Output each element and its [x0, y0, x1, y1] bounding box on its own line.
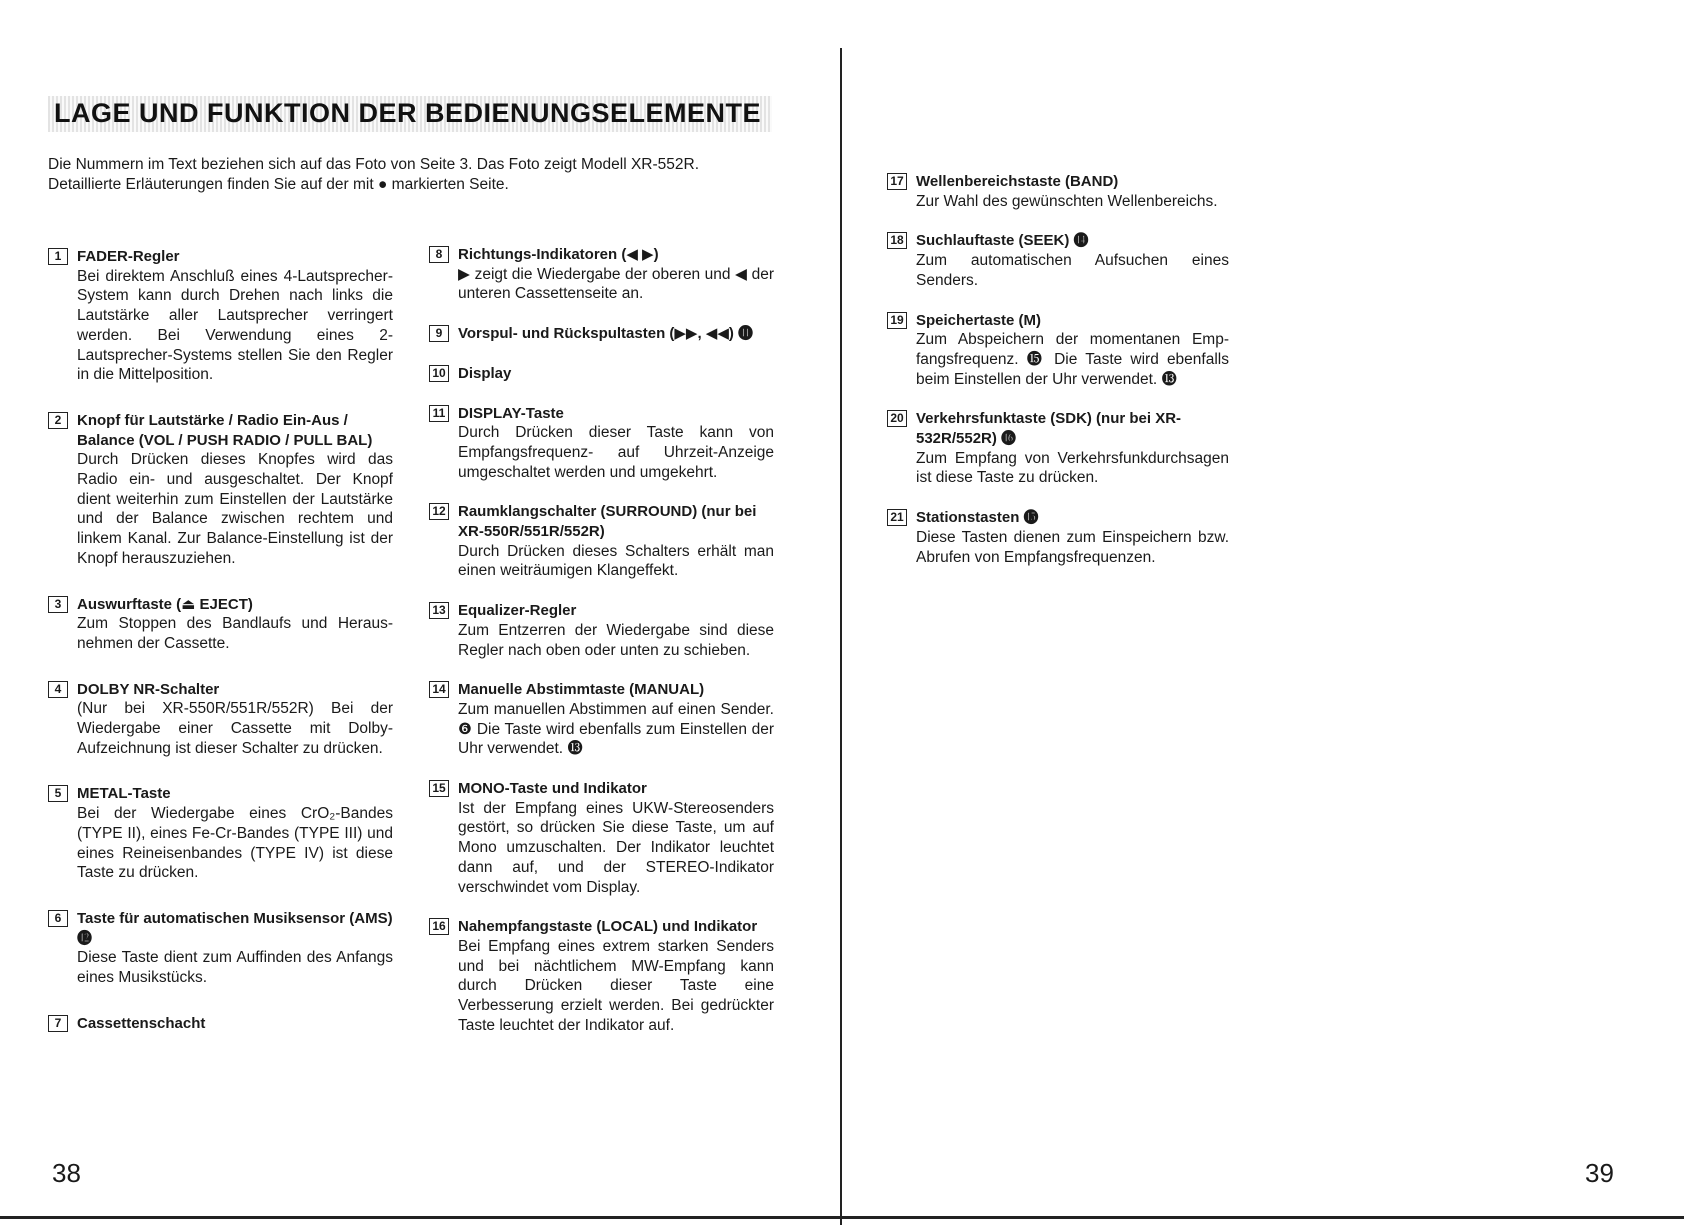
item-heading: Richtungs-Indikatoren (◀ ▶) — [458, 246, 659, 263]
control-item-13 — [429, 601, 774, 660]
control-item-2 — [48, 411, 393, 569]
column-1 — [48, 247, 393, 1034]
item-description: Bei Empfang eines extrem starken Senders und bei nächtlichem MW-Empfang kann durch Drücken dieser Taste eine Verbesserung erzielt werden. Bei gedrückter Taste leuchtet der Indikator auf. — [458, 937, 774, 1034]
control-item-16 — [429, 917, 774, 1035]
item-heading: FADER-Regler — [77, 248, 180, 265]
item-number: 10 — [429, 365, 449, 382]
item-heading: METAL-Taste — [77, 785, 171, 803]
column-2 — [429, 245, 774, 1056]
item-description: Durch Drücken dieses Schalters erhält man einen weiträumigen Klangeffekt. — [458, 542, 774, 580]
item-description: ▶ zeigt die Wiedergabe der oberen und ◀ der unteren Cassettenseite an. — [458, 265, 774, 303]
control-item-3 — [48, 595, 393, 654]
item-number: 19 — [887, 312, 907, 329]
item-description: Diese Tasten dienen zum Einspeichern bzw. Abrufen von Empfangsfrequenzen. — [916, 528, 1229, 566]
page-title: LAGE UND FUNKTION DER BEDIENUNGSELEMENTE — [54, 98, 762, 128]
item-heading: Equalizer-Regler — [458, 602, 577, 620]
item-number: 16 — [429, 918, 449, 935]
item-heading: Verkehrsfunktaste (SDK) (nur bei XR-532R/552R) ⓰ — [916, 410, 1182, 448]
item-description: Bei der Wiedergabe eines CrO₂-Bandes (TYPE II), eines Fe-Cr-Bandes (TYPE III) und eines Reineisenbandes (TYPE IV) ist diese Taste zu drücken. — [77, 805, 393, 882]
item-number: 2 — [48, 412, 68, 429]
item-heading: Raumklangschalter (SURROUND) (nur bei XR-550R/551R/552R) — [458, 503, 757, 541]
column-3 — [887, 172, 1229, 587]
item-heading: Manuelle Abstimmtaste (MANUAL) — [458, 681, 705, 699]
item-description: Zum automatischen Aufsuchen eines Senders. — [916, 252, 1229, 289]
item-heading: Vorspul- und Rückspultasten (▶▶, ◀◀) ⓫ — [458, 325, 754, 343]
item-description: Ist der Empfang eines UKW-Stereosenders gestört, so drücken Sie diese Taste, um auf Mono umzuschalten. Der Indikator leuchtet dann auf, und der STEREO-Indikator verschwindet vom Display. — [458, 799, 774, 896]
item-number: 12 — [429, 503, 449, 520]
item-number: 5 — [48, 785, 68, 802]
item-number: 7 — [48, 1015, 68, 1032]
item-number: 21 — [887, 509, 907, 526]
item-number: 15 — [429, 780, 449, 797]
control-item-20 — [887, 409, 1229, 488]
control-item-5 — [48, 784, 393, 883]
control-item-9 — [429, 324, 774, 344]
item-heading: Stationstasten ⓯ — [916, 509, 1039, 527]
control-item-12 — [429, 502, 774, 581]
item-description: Zur Wahl des gewünschten Wellenbereichs. — [916, 192, 1218, 210]
item-description: (Nur bei XR-550R/551R/552R) Bei der Wiedergabe einer Cassette mit Dolby-Aufzeichnung ist dieser Schalter zu drücken. — [77, 700, 393, 757]
item-heading: Speichertaste (M) — [916, 311, 1042, 329]
control-item-14 — [429, 680, 774, 759]
item-number: 11 — [429, 405, 449, 422]
control-item-17 — [887, 172, 1229, 211]
page-fold-divider — [840, 48, 842, 1225]
control-item-18 — [887, 231, 1229, 290]
control-item-1 — [48, 247, 393, 385]
item-heading: Nahempfangstaste (LOCAL) und Indikator — [458, 918, 758, 936]
item-heading: DISPLAY-Taste — [458, 404, 564, 422]
control-item-8 — [429, 245, 774, 304]
item-description: Diese Taste dient zum Auffinden des Anfangs eines Musikstücks. — [77, 949, 393, 987]
item-description: Zum Empfang von Verkehrsfunkdurchsagen ist diese Taste zu drücken. — [916, 449, 1229, 487]
item-heading: MONO-Taste und Indikator — [458, 780, 647, 798]
item-heading: DOLBY NR-Schalter — [77, 680, 220, 698]
item-description: Zum Entzerren der Wiedergabe sind diese Regler nach oben oder unten zu schieben. — [458, 621, 774, 659]
item-heading: Display — [458, 364, 512, 382]
item-number: 8 — [429, 246, 449, 263]
item-number: 13 — [429, 602, 449, 619]
control-item-19 — [887, 311, 1229, 390]
intro-text — [48, 155, 788, 195]
item-description: Zum Stoppen des Bandlaufs und Herausnehmen der Cassette. — [77, 615, 393, 652]
item-description: Zum manuellen Abstimmen auf einen Sender. ❻ Die Taste wird ebenfalls zum Einstellen der Uhr verwendet. ⓭ — [458, 700, 774, 758]
item-heading: Wellenbereichstaste (BAND) — [916, 173, 1119, 190]
item-heading: Auswurftaste (⏏ EJECT) — [77, 595, 253, 613]
item-heading: Taste für automatischen Musiksensor (AMS) ⓬ — [77, 909, 393, 947]
item-description: Bei direktem Anschluß eines 4-Lautsprecher-System kann durch Drehen nach links die Lautstärke aller Lautsprecher verringert werden. Bei Verwendung eines 2-Lautsprecher-Systems stellen Sie den Regler in die Mittelposition. — [77, 267, 393, 384]
item-number: 14 — [429, 681, 449, 698]
control-item-7 — [48, 1014, 393, 1034]
control-item-10 — [429, 364, 774, 384]
control-item-15 — [429, 779, 774, 897]
control-item-11 — [429, 404, 774, 483]
intro-line-2: Detaillierte Erläuterungen finden Sie auf der mit ● markierten Seite. — [48, 176, 509, 193]
item-number: 6 — [48, 910, 68, 927]
item-number: 18 — [887, 232, 907, 249]
item-heading: Suchlauftaste (SEEK) ⓮ — [916, 232, 1089, 250]
item-heading: Knopf für Lautstärke / Radio Ein-Aus / Balance (VOL / PUSH RADIO / PULL BAL) — [77, 411, 373, 449]
item-heading: Cassettenschacht — [77, 1014, 206, 1032]
page-number-left: 38 — [52, 1158, 81, 1188]
item-number: 17 — [887, 173, 907, 190]
control-item-4 — [48, 680, 393, 759]
item-number: 3 — [48, 596, 68, 613]
item-description: Zum Abspeichern der momentanen Empfangsfrequenz. ⓯ Die Taste wird ebenfalls beim Einstellen der Uhr verwendet. ⓭ — [916, 331, 1229, 388]
intro-line-1: Die Nummern im Text beziehen sich auf das Foto von Seite 3. Das Foto zeigt Modell XR-552R. — [48, 156, 700, 173]
item-number: 9 — [429, 325, 449, 342]
item-number: 20 — [887, 410, 907, 427]
item-number: 4 — [48, 681, 68, 698]
page-number-right: 39 — [1585, 1158, 1614, 1188]
item-number: 1 — [48, 248, 68, 265]
item-description: Durch Drücken dieser Taste kann von Empfangsfrequenz- auf Uhrzeit-Anzeige umgeschaltet werden und umgekehrt. — [458, 424, 774, 481]
bottom-edge-rule — [0, 1216, 1684, 1219]
control-item-6 — [48, 909, 393, 988]
item-description: Durch Drücken dieses Knopfes wird das Radio ein- und ausgeschaltet. Der Knopf dient weiterhin zum Einstellen der Lautstärke und der Balance zwischen rechtem und linkem Kanal. Zur Balance-Einstellung ist der Knopf herauszuziehen. — [77, 451, 393, 567]
control-item-21 — [887, 508, 1229, 567]
